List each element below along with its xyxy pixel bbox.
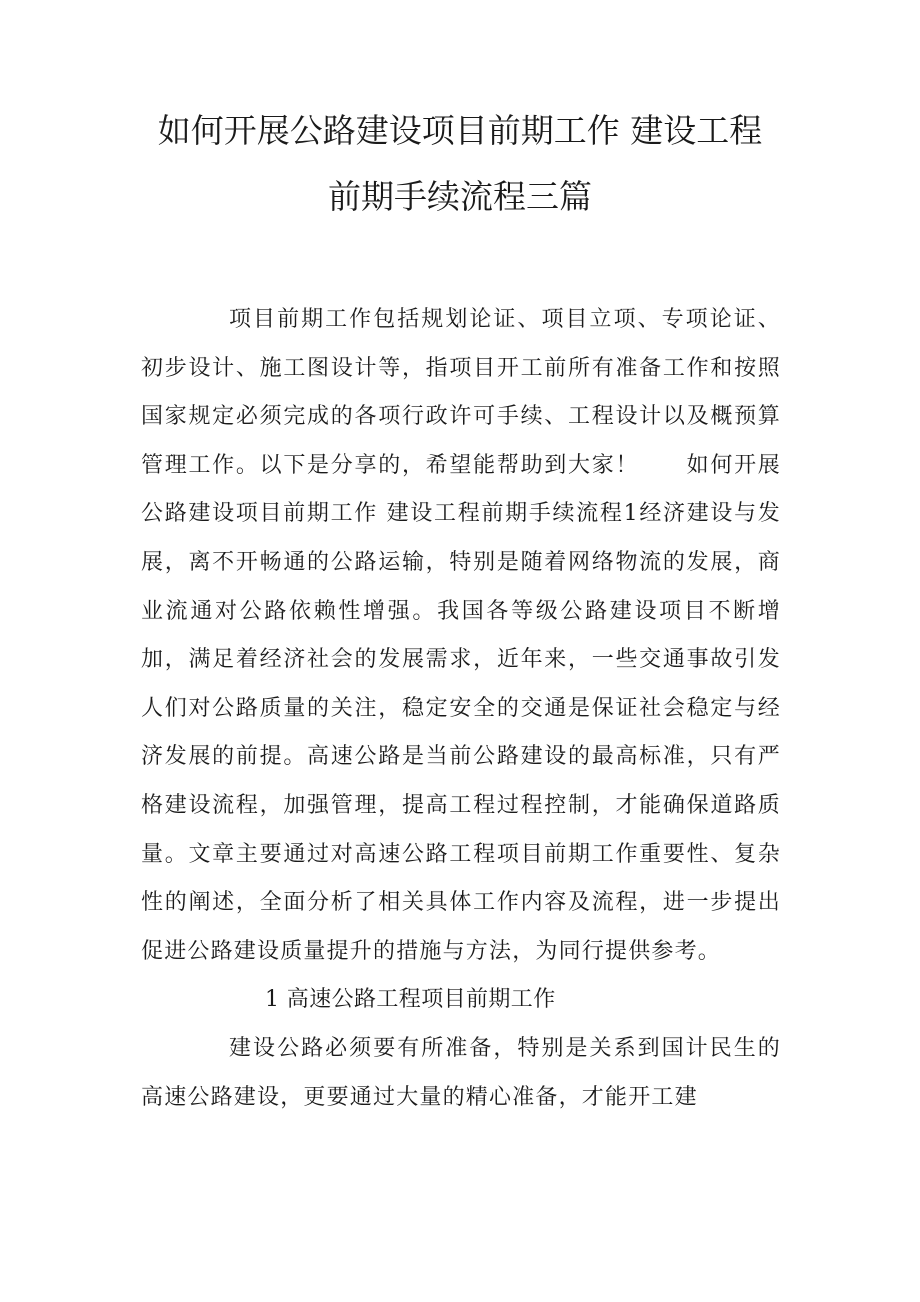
document-title-line-2: 前期手续流程三篇 (328, 177, 592, 216)
body-paragraph-intro: 项目前期工作包括规划论证、项目立项、专项论证、初步设计、施工图设计等，指项目开工前所有准备工作和按照国家规定必须完成的各项行政许可手续、工程设计以及概预算管理工作。以下是分享的，希望能帮助到大家！ 如何开展公路建设项目前期工作 建设工程前期手续流程1经济建设与发展，离不开畅通的公路运输，特别是随着网络物流的发展，商业流通对公路依赖性增强。我国各等级公路建设项目不断增加，满足着经济社会的发展需求，近年来，一些交通事故引发人们对公路质量的关注，稳定安全的交通是保证社会稳定与经济发展的前提。高速公路是当前公路建设的最高标准，只有严格建设流程，加强管理，提高工程过程控制，才能确保道路质量。文章主要通过对高速公路工程项目前期工作重要性、复杂性的阐述，全面分析了相关具体工作内容及流程，进一步提出促进公路建设质量提升的措施与方法，为同行提供参考。 (141, 307, 781, 964)
body-paragraph-section: 建设公路必须要有所准备，特别是关系到国计民生的高速公路建设，更要通过大量的精心准备，才能开工建 (141, 1035, 781, 1110)
section-heading: 1 高速公路工程项目前期工作 (265, 987, 556, 1013)
document-body (141, 296, 781, 1122)
document-title (140, 98, 780, 230)
document-title-line-1: 如何开展公路建设项目前期工作 建设工程 (157, 111, 763, 150)
